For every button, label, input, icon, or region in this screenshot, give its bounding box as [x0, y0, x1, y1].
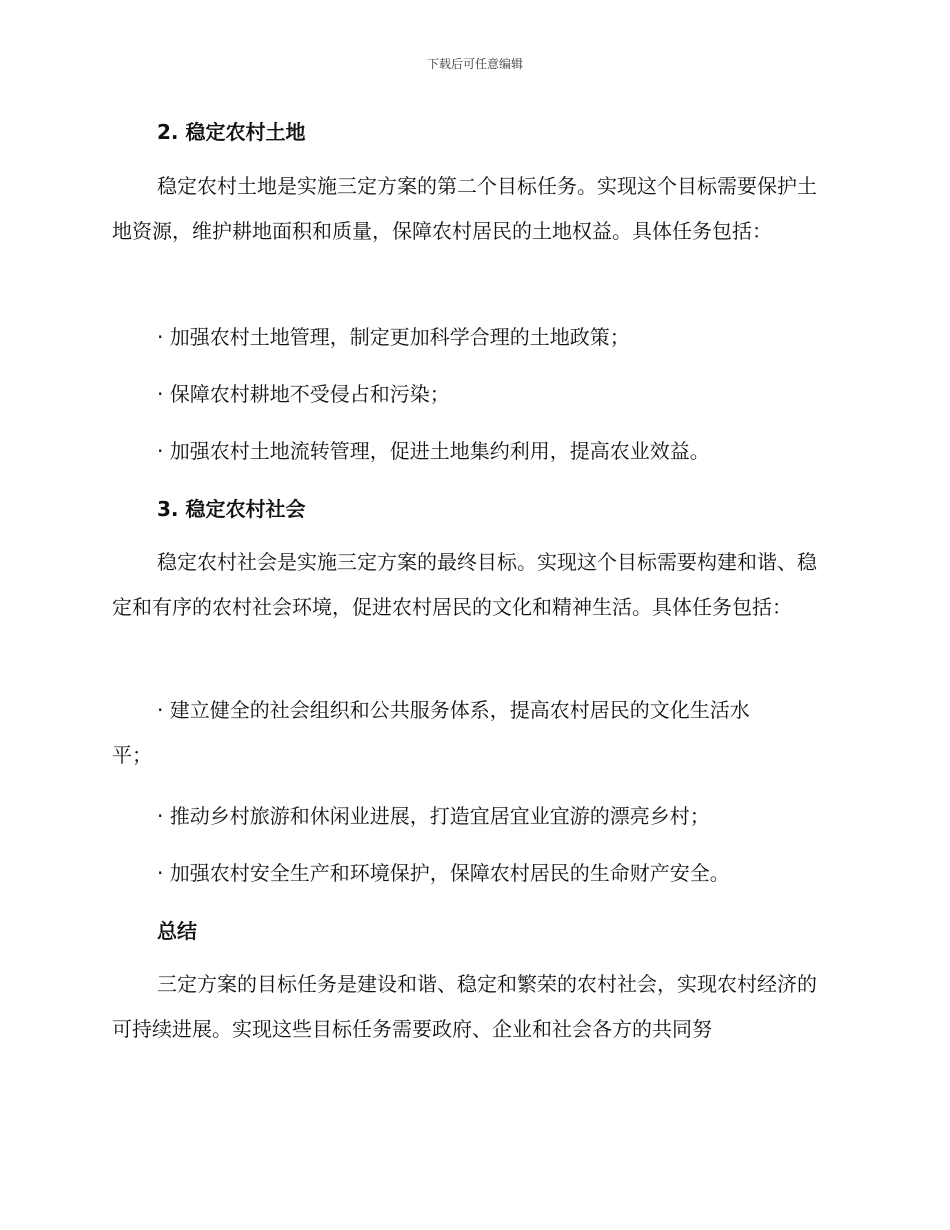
summary-paragraph: 三定方案的目标任务是建设和谐、稳定和繁荣的农村社会，实现农村经济的可持续进展。实现这些目标任务需要政府、企业和社会各方的共同努 [112, 972, 817, 1041]
section-3-bullet-2: · 推动乡村旅游和休闲业进展，打造宜居宜业宜游的漂亮乡村； [157, 804, 710, 828]
section-2-bullet-3: · 加强农村土地流转管理，促进土地集约利用，提高农业效益。 [157, 439, 710, 463]
section-3-bullet-1-line-1: · 建立健全的社会组织和公共服务体系，提高农村居民的文化生活水 [157, 698, 750, 722]
section-2-bullet-1: · 加强农村土地管理，制定更加科学合理的土地政策； [157, 325, 630, 349]
section-3-bullet-1 [112, 688, 832, 778]
section-2-title: 2. 稳定农村土地 [157, 120, 306, 144]
section-2-paragraph: 稳定农村土地是实施三定方案的第二个目标任务。实现这个目标需要保护土地资源，维护耕地面积和质量，保障农村居民的土地权益。具体任务包括： [112, 174, 817, 243]
page-header: 下载后可任意编辑 [426, 57, 523, 71]
section-3-bullet-1-line-2: 平； [112, 743, 152, 767]
section-3-bullet-3: · 加强农村安全生产和环境保护，保障农村居民的生命财产安全。 [157, 861, 730, 885]
section-2-bullet-2: · 保障农村耕地不受侵占和污染； [157, 382, 450, 406]
section-3-title: 3. 稳定农村社会 [157, 497, 306, 521]
summary-title: 总结 [157, 919, 197, 943]
section-3-paragraph: 稳定农村社会是实施三定方案的最终目标。实现这个目标需要构建和谐、稳定和有序的农村社会环境，促进农村居民的文化和精神生活。具体任务包括： [112, 550, 817, 619]
